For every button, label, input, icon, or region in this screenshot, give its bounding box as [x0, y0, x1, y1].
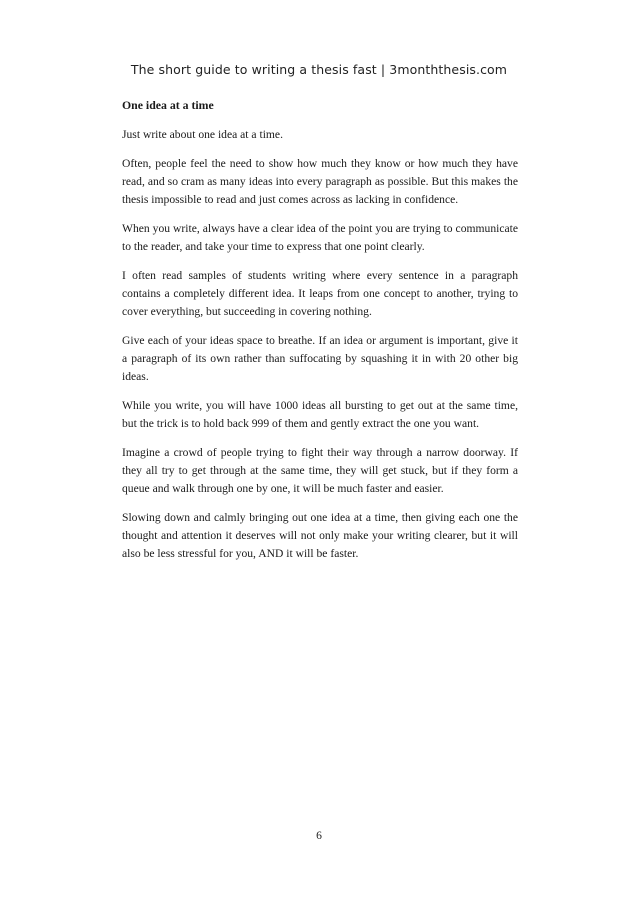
page-number: 6	[316, 829, 322, 842]
paragraph: Give each of your ideas space to breathe. If an idea or argument is important, give it a paragraph of its own rather than suffocating by squashing it in with 20 other big ideas.	[122, 334, 518, 383]
paragraph: When you write, always have a clear idea of the point you are trying to communicate to the reader, and take your time to express that one point clearly.	[122, 222, 518, 253]
paragraph: I often read samples of students writing where every sentence in a paragraph contains a completely different idea. It leaps from one concept to another, trying to cover everything, but succeeding in covering nothing.	[122, 269, 518, 318]
paragraph: Often, people feel the need to show how much they know or how much they have read, and so cram as many ideas into every paragraph as possible. But this makes the thesis impossible to read and just comes across as lacking in confidence.	[122, 157, 518, 206]
running-header: The short guide to writing a thesis fast | 3monththesis.com	[130, 62, 508, 77]
section-heading: One idea at a time	[122, 98, 214, 112]
paragraph: Just write about one idea at a time.	[122, 128, 283, 141]
page-body	[122, 96, 518, 574]
paragraph: Slowing down and calmly bringing out one idea at a time, then giving each one the thought and attention it deserves will not only make your writing clearer, but it will also be less stressful for you, AND it will be faster.	[122, 511, 518, 560]
paragraph: Imagine a crowd of people trying to fight their way through a narrow doorway. If they all try to get through at the same time, they will get stuck, but if they form a queue and walk through one by one, it will be much faster and easier.	[122, 446, 518, 495]
paragraph: While you write, you will have 1000 ideas all bursting to get out at the same time, but the trick is to hold back 999 of them and gently extract the one you want.	[122, 399, 518, 430]
